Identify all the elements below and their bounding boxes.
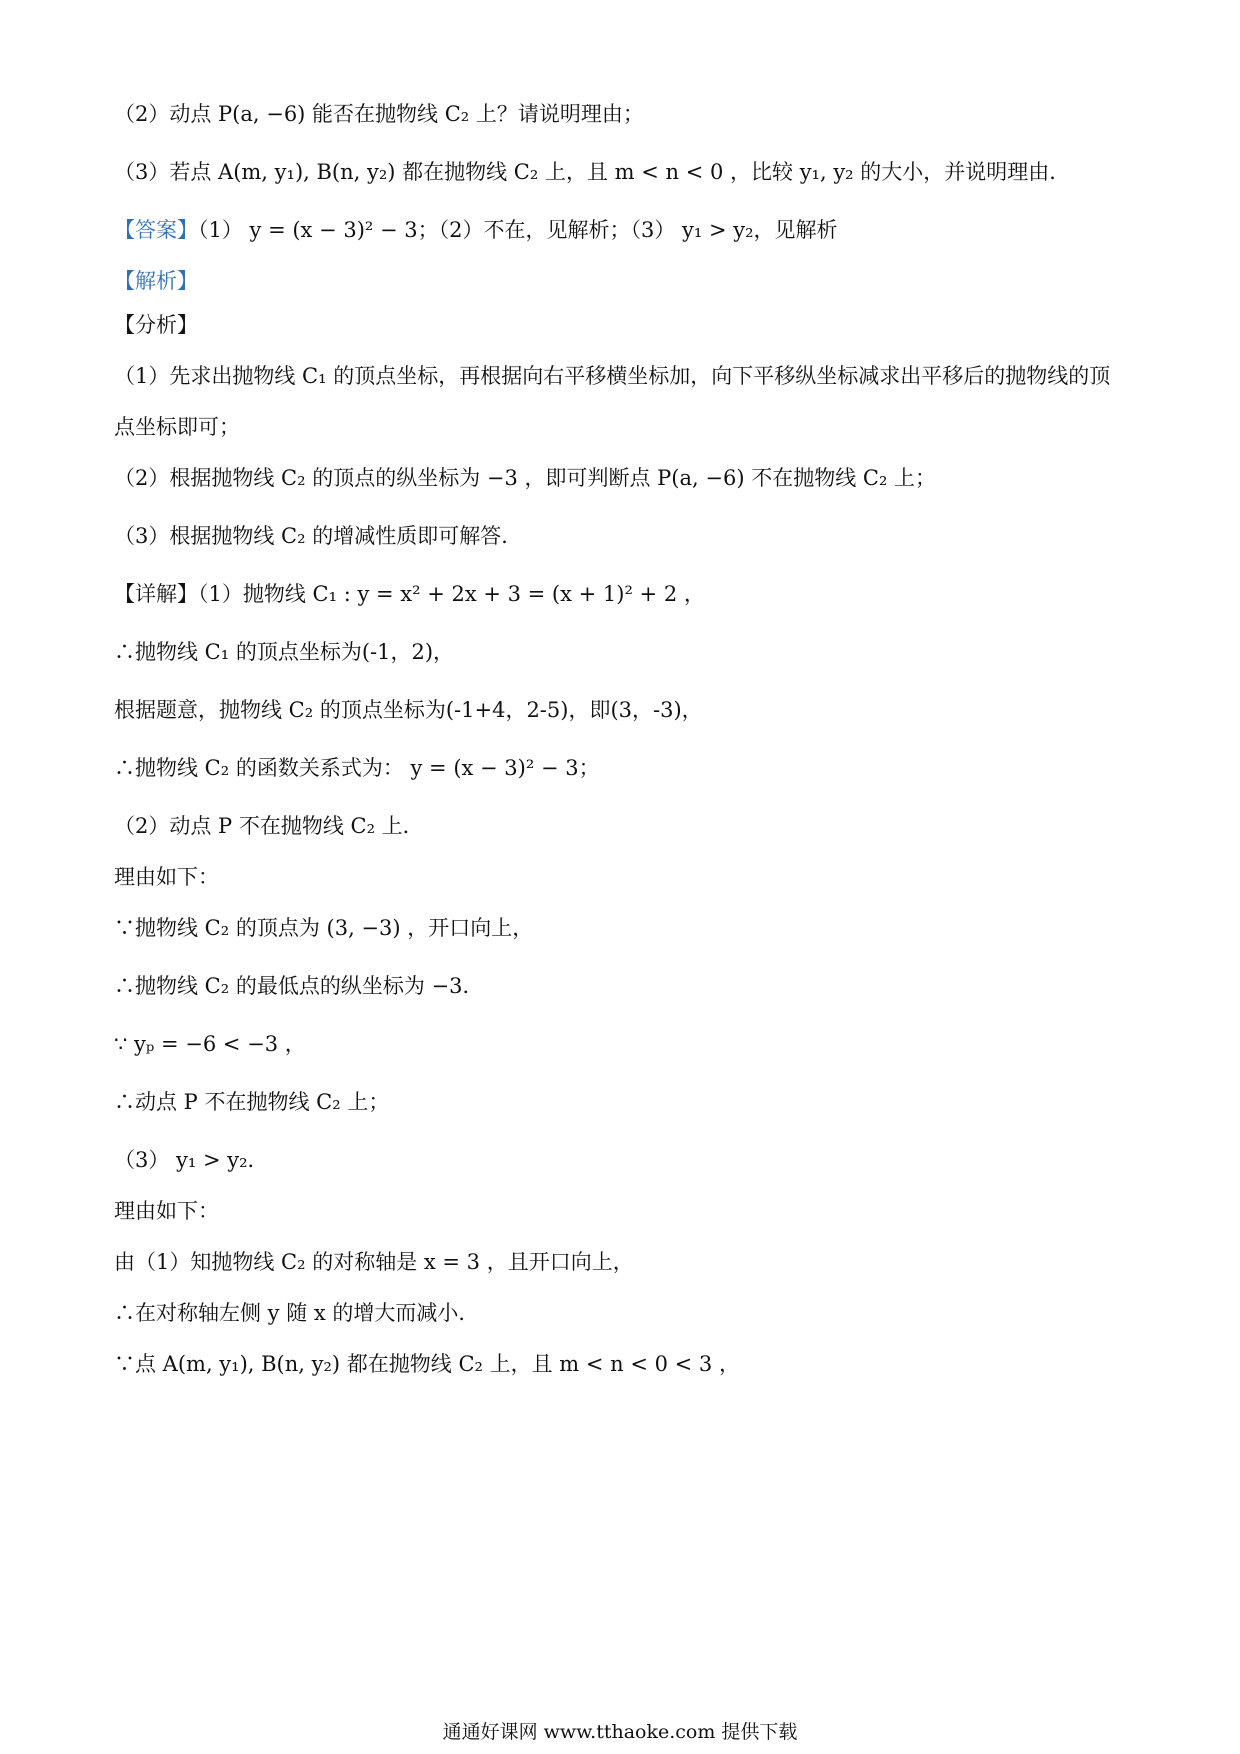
analysis-1a: （1）先求出抛物线 C₁ 的顶点坐标，再根据向右平移横坐标加，向下平移纵坐标减求出平移后的抛物线的顶 xyxy=(114,364,1111,388)
detail-2: （2）动点 P 不在抛物线 C₂ 上． xyxy=(114,814,424,838)
analysis-2: （2）根据抛物线 C₂ 的顶点的纵坐标为 −3 ，即可判断点 P(a, −6) 不在抛物线 C₂ 上； xyxy=(114,466,937,490)
fenxi-heading: 【分析】 xyxy=(114,313,198,337)
answer-tag: 【答案】 xyxy=(114,218,198,242)
detail-2-conclusion: ∴动点 P 不在抛物线 C₂ 上； xyxy=(114,1090,390,1114)
analysis-heading: 【解析】 xyxy=(114,269,198,293)
analysis-3: （3）根据抛物线 C₂ 的增减性质即可解答． xyxy=(114,524,523,548)
detail-vertex-c1: ∴抛物线 C₁ 的顶点坐标为(-1，2)， xyxy=(114,640,455,664)
footer-credit: 通通好课网 www.tthaoke.com 提供下载 xyxy=(442,1721,798,1743)
reason-1: 理由如下： xyxy=(114,865,219,889)
detail-3: （3） y₁ > y₂． xyxy=(114,1148,269,1172)
detail-3-axis: 由（1）知抛物线 C₂ 的对称轴是 x = 3 ，且开口向上， xyxy=(114,1250,634,1274)
detail-1: 【详解】（1）抛物线 C₁ : y = x² + 2x + 3 = (x + 1)² + 2 ， xyxy=(114,582,705,606)
detail-3-points: ∵点 A(m, y₁), B(n, y₂) 都在抛物线 C₂ 上，且 m < n < 0 < 3 ， xyxy=(114,1352,740,1376)
detail-vertex-c2: 根据题意，抛物线 C₂ 的顶点坐标为(-1+4，2-5)，即(3，-3)， xyxy=(114,698,703,722)
detail-2-min: ∴抛物线 C₂ 的最低点的纵坐标为 −3． xyxy=(114,974,484,998)
answer-line xyxy=(114,214,1140,246)
detail-3-decreasing: ∴在对称轴左侧 y 随 x 的增大而减小． xyxy=(114,1301,480,1325)
detail-2-vertex: ∵抛物线 C₂ 的顶点为 (3, −3) ，开口向上， xyxy=(114,916,534,940)
question-3: （3）若点 A(m, y₁), B(n, y₂) 都在抛物线 C₂ 上，且 m < n < 0 ，比较 y₁, y₂ 的大小，并说明理由． xyxy=(114,160,1071,184)
detail-c2-formula: ∴抛物线 C₂ 的函数关系式为： y = (x − 3)² − 3； xyxy=(114,756,600,780)
answer-text: （1） y = (x − 3)² − 3；（2）不在，见解析；（3） y₁ > y₂，见解析 xyxy=(198,218,838,242)
reason-2: 理由如下： xyxy=(114,1199,219,1223)
question-2: （2）动点 P(a, −6) 能否在抛物线 C₂ 上？请说明理由； xyxy=(114,102,644,126)
detail-2-yp: ∵ yₚ = −6 < −3 ， xyxy=(114,1032,306,1056)
analysis-1b: 点坐标即可； xyxy=(114,415,240,439)
